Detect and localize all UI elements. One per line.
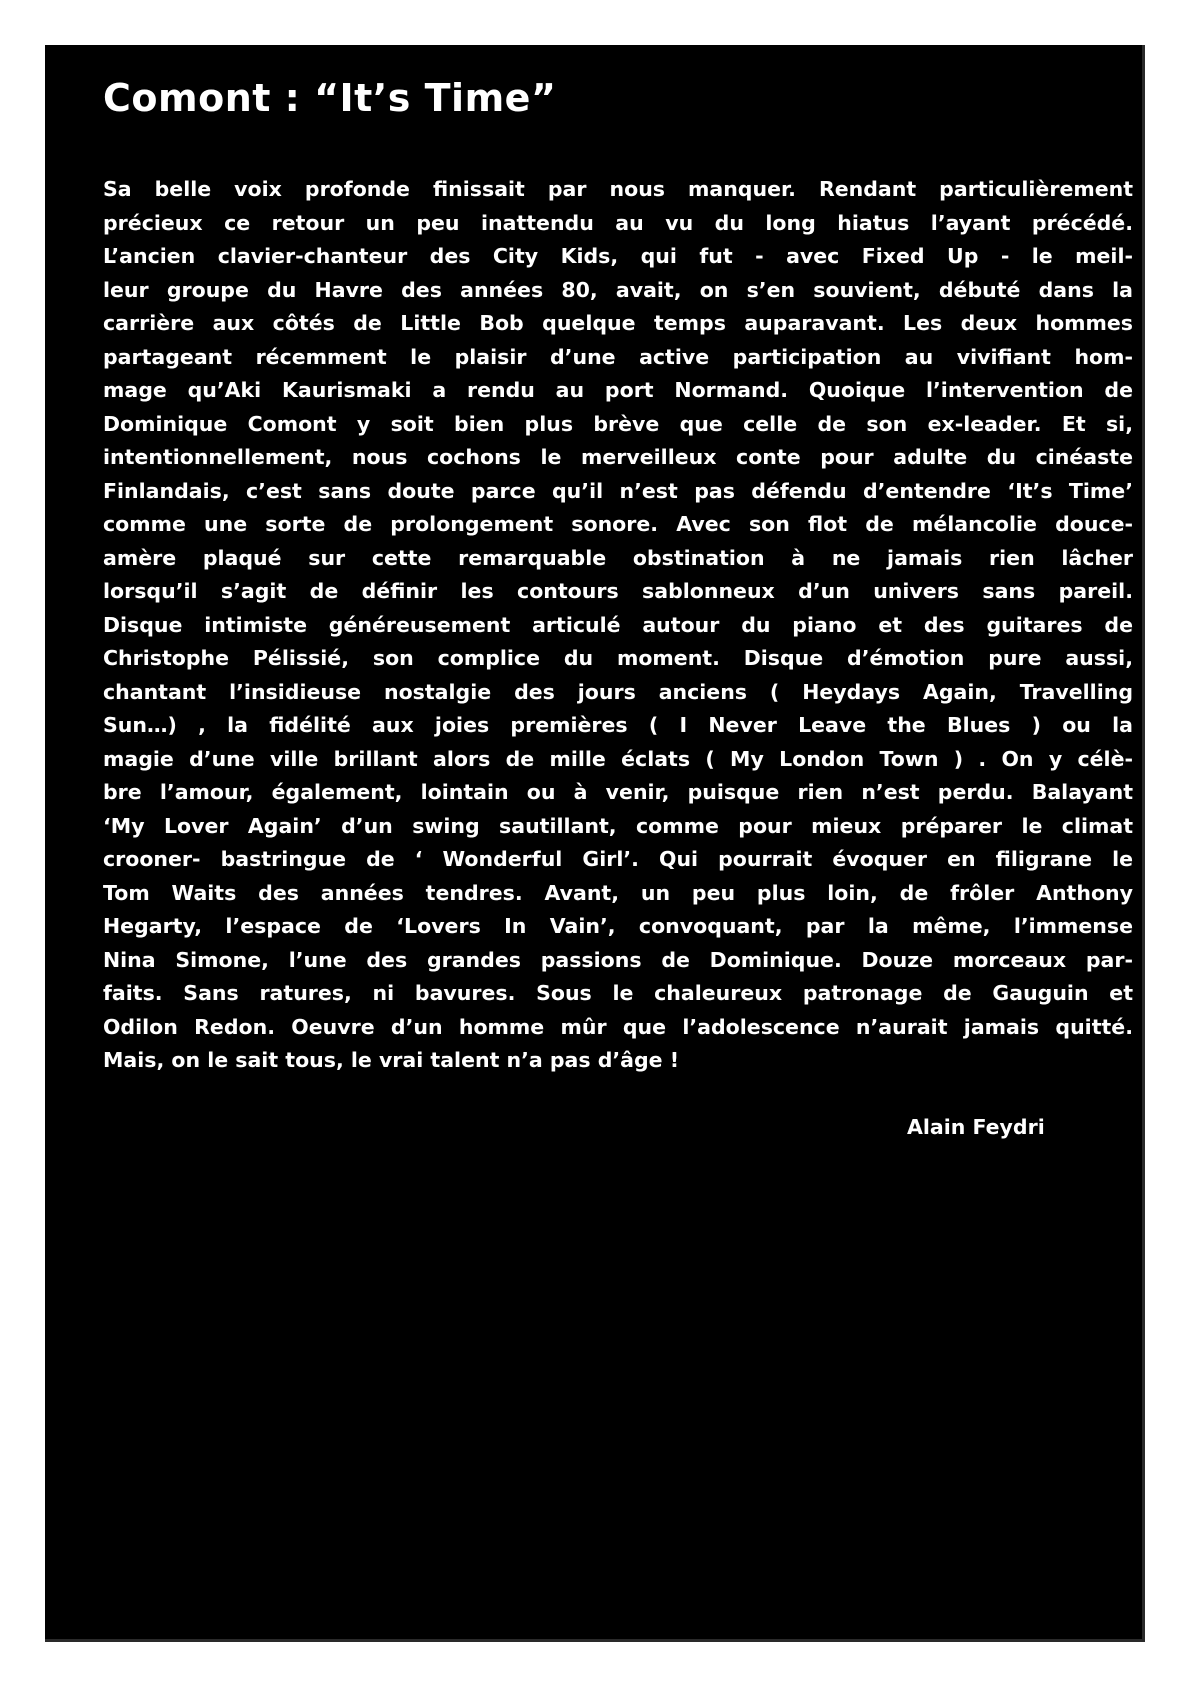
body-line: bre l’amour, également, lointain ou à venir, puisque rien n’est perdu. Balayant (103, 780, 1133, 804)
article-body (103, 173, 1133, 1078)
body-line: Mais, on le sait tous, le vrai talent n’a pas d’âge ! (103, 1048, 680, 1072)
body-line: Dominique Comont y soit bien plus brève que celle de son ex-leader. Et si, (103, 411, 1133, 436)
body-line: Odilon Redon. Oeuvre d’un homme mûr que l’adolescence n’aurait jamais quitté. (103, 1014, 1133, 1039)
body-line: Disque intimiste généreusement articulé autour du piano et des guitares de (103, 612, 1133, 637)
body-line: Christophe Pélissié, son complice du moment. Disque d’émotion pure aussi, (103, 646, 1133, 670)
body-line: Tom Waits des années tendres. Avant, un peu plus loin, de frôler Anthony (103, 880, 1133, 905)
body-line: leur groupe du Havre des années 80, avait, on s’en souvient, débuté dans la (103, 277, 1133, 302)
article-title: Comont : “It’s Time” (103, 76, 557, 120)
body-line: Sa belle voix profonde finissait par nous manquer. Rendant particulièrement (103, 177, 1133, 201)
body-line: partageant récemment le plaisir d’une active participation au vivifiant hom- (103, 344, 1133, 369)
body-line: carrière aux côtés de Little Bob quelque temps auparavant. Les deux hommes (103, 311, 1133, 335)
body-line: Finlandais, c’est sans doute parce qu’il n’est pas défendu d’entendre ‘It’s Time’ (103, 478, 1133, 503)
author-signature: Alain Feydri (907, 1115, 1045, 1139)
body-line: comme une sorte de prolongement sonore. Avec son flot de mélancolie douce- (103, 512, 1133, 536)
body-line: L’ancien clavier-chanteur des City Kids, qui fut - avec Fixed Up - le meil- (103, 244, 1133, 268)
article-panel (45, 45, 1145, 1642)
body-line: crooner- bastringue de ‘ Wonderful Girl’. Qui pourrait évoquer en filigrane le (103, 847, 1133, 871)
body-line: Nina Simone, l’une des grandes passions de Dominique. Douze morceaux par- (103, 947, 1133, 972)
body-line: précieux ce retour un peu inattendu au vu du long hiatus l’ayant précédé. (103, 210, 1133, 235)
body-line: faits. Sans ratures, ni bavures. Sous le chaleureux patronage de Gauguin et (103, 981, 1133, 1005)
body-line: ‘My Lover Again’ d’un swing sautillant, comme pour mieux préparer le climat (103, 813, 1133, 838)
body-line: mage qu’Aki Kaurismaki a rendu au port Normand. Quoique l’intervention de (103, 378, 1133, 402)
body-line: amère plaqué sur cette remarquable obstination à ne jamais rien lâcher (103, 545, 1133, 570)
body-line: intentionnellement, nous cochons le merveilleux conte pour adulte du cinéaste (103, 445, 1133, 469)
body-line: chantant l’insidieuse nostalgie des jours anciens ( Heydays Again, Travelling (103, 679, 1133, 704)
body-line: magie d’une ville brillant alors de mille éclats ( My London Town ) . On y célè- (103, 746, 1133, 771)
body-line: Sun…) , la fidélité aux joies premières ( I Never Leave the Blues ) ou la (103, 713, 1133, 737)
body-line: lorsqu’il s’agit de définir les contours sablonneux d’un univers sans pareil. (103, 579, 1133, 603)
body-line: Hegarty, l’espace de ‘Lovers In Vain’, convoquant, par la même, l’immense (103, 914, 1133, 938)
